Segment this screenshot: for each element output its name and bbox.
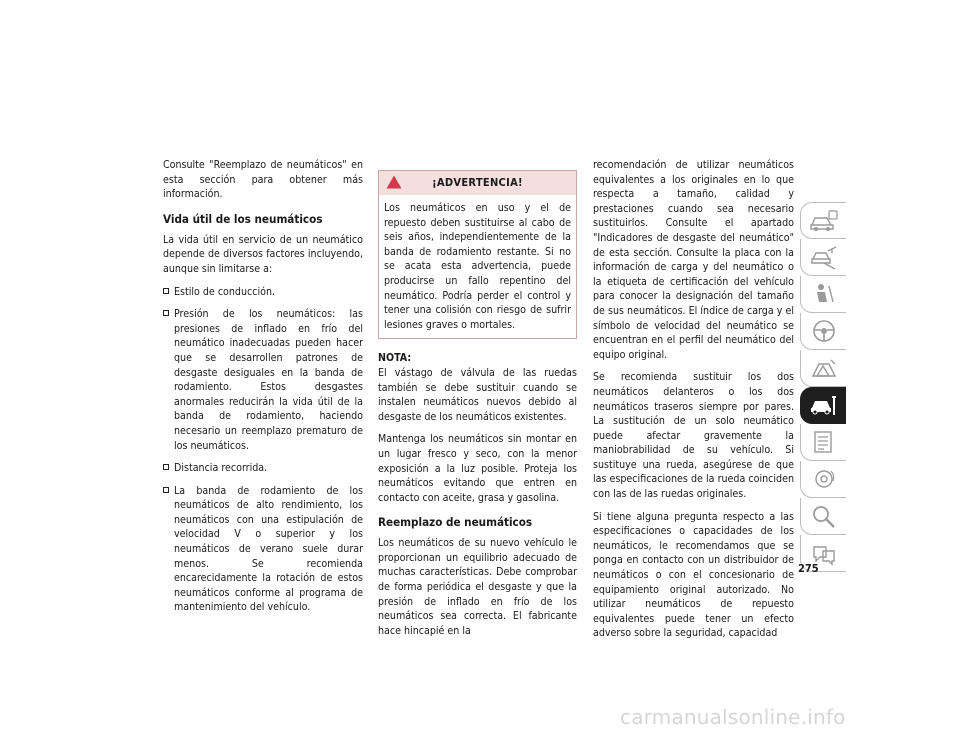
- roadside-warning-icon: [809, 354, 839, 382]
- safety-seat-icon: [809, 280, 839, 308]
- warning-header: [379, 171, 576, 195]
- note-text: El vástago de válvula de las ruedas también se debe sustituir cuando se instalen neumáticos nuevos debido al desgaste de los neumáticos existentes.: [378, 366, 577, 423]
- list-item: Distancia recorrida.: [163, 461, 363, 476]
- list-item: Presión de los neumáticos: las presiones de inflado en frío del neumático inadecuadas pueden hacer que se desarrollen patrones de desgaste desiguales en la banda de rodamiento. Estos desgastes anormales reducirán la vida útil de la banda de rodamiento, haciendo necesario un reemplazo prematuro de los neumáticos.: [163, 307, 363, 453]
- column-right: [593, 158, 794, 649]
- intro-paragraph: Consulte "Reemplazo de neumáticos" en esta sección para obtener más información.: [163, 159, 363, 201]
- column-middle: [378, 170, 577, 646]
- tab-specifications[interactable]: [800, 424, 846, 461]
- tab-keys[interactable]: [800, 239, 846, 276]
- list-item: La banda de rodamiento de los neumáticos de alto rendimiento, los neumáticos con una estipulación de velocidad V o superior y los neumáticos de verano suele durar menos. Se recomienda encarecidamente la rotación de estos neumáticos conforme al programa de mantenimiento del vehículo.: [163, 484, 363, 615]
- paragraph: Se recomienda sustituir los dos neumáticos delanteros o los dos neumáticos traseros siempre por pares. La sustitución de un solo neumático puede afectar gravemente la maniobrabilidad de su vehículo. Si sustituye una rueda, asegúrese de que las especificaciones de la rueda coinciden con las de las ruedas originales.: [593, 371, 794, 501]
- watermark: carmanualsonline.info: [620, 705, 846, 729]
- chapter-tabs: [800, 202, 846, 572]
- specifications-icon: [809, 428, 839, 456]
- tab-driving[interactable]: [800, 313, 846, 350]
- section-heading-tire-replacement: Reemplazo de neumáticos: [378, 515, 533, 530]
- tab-multimedia[interactable]: [800, 461, 846, 498]
- paragraph: Si tiene alguna pregunta respecto a las especificaciones o capacidades de los neumáticos, le recomendamos que se ponga en contacto con un distribuidor de neumáticos o con el concesionario de equipamiento original autorizado. No utilizar neumáticos de repuesto equivalentes puede tener un efecto adverso sobre la seguridad, capacidad: [593, 510, 794, 640]
- warning-box: [378, 170, 577, 339]
- note-label: NOTA:: [378, 352, 412, 365]
- tab-safety[interactable]: [800, 276, 846, 313]
- warning-body: Los neumáticos en uso y el de repuesto deben sustituirse al cabo de seis años, independientemente de la banda de rodamiento restante. Si no se acata esta advertencia, puede producirse un fallo repentino del neumático. Podría perder el control y tener una colisión con riesgo de sufrir lesiones graves o mortales.: [384, 202, 571, 331]
- column-left: [163, 158, 363, 623]
- steering-wheel-icon: [809, 317, 839, 345]
- warning-triangle-icon: [386, 175, 402, 189]
- tire-life-paragraph: La vida útil en servicio de un neumático depende de diversos factores incluyendo, aunque sin limitarse a:: [163, 233, 363, 275]
- list-item: Estilo de conducción.: [163, 285, 363, 300]
- multimedia-icon: [809, 465, 839, 493]
- search-icon: [809, 502, 839, 530]
- car-info-icon: [809, 207, 839, 235]
- replacement-paragraph: Los neumáticos de su nuevo vehículo le proporcionan un equilibrio adecuado de muchas características. Debe comprobar de forma periódica el desgaste y que la presión de inflado en frío de los neumáticos sea correcta. El fabricante hace hincapié en la: [378, 537, 577, 637]
- tab-emergency[interactable]: [800, 350, 846, 387]
- tab-index[interactable]: [800, 498, 846, 535]
- tab-car-info[interactable]: [800, 202, 846, 239]
- storage-paragraph: Mantenga los neumáticos sin montar en un lugar fresco y seco, con la menor exposición a la luz posible. Proteja los neumáticos evitando que entren en contacto con aceite, grasa y gasolina.: [378, 433, 577, 504]
- tab-servicing[interactable]: [800, 387, 846, 424]
- car-service-icon: [809, 391, 839, 419]
- car-key-icon: [809, 243, 839, 271]
- paragraph: recomendación de utilizar neumáticos equivalentes a los originales en lo que respecta a tamaño, calidad y prestaciones cuando sea necesario sustituirlos. Consulte el apartado "Indicadores de desgaste del neumático" de esta sección. Consulte la placa con la información de carga y del neumático o la etiqueta de certificación del vehículo para conocer la designación del tamaño de sus neumáticos. El índice de carga y el símbolo de velocidad del neumático se encuentran en el perfil del neumático del equipo original.: [593, 159, 794, 361]
- factor-list: [163, 285, 363, 615]
- section-heading-tire-life: Vida útil de los neumáticos: [163, 211, 323, 226]
- page-number: 275: [798, 562, 819, 575]
- warning-title: ¡ADVERTENCIA!: [432, 175, 523, 189]
